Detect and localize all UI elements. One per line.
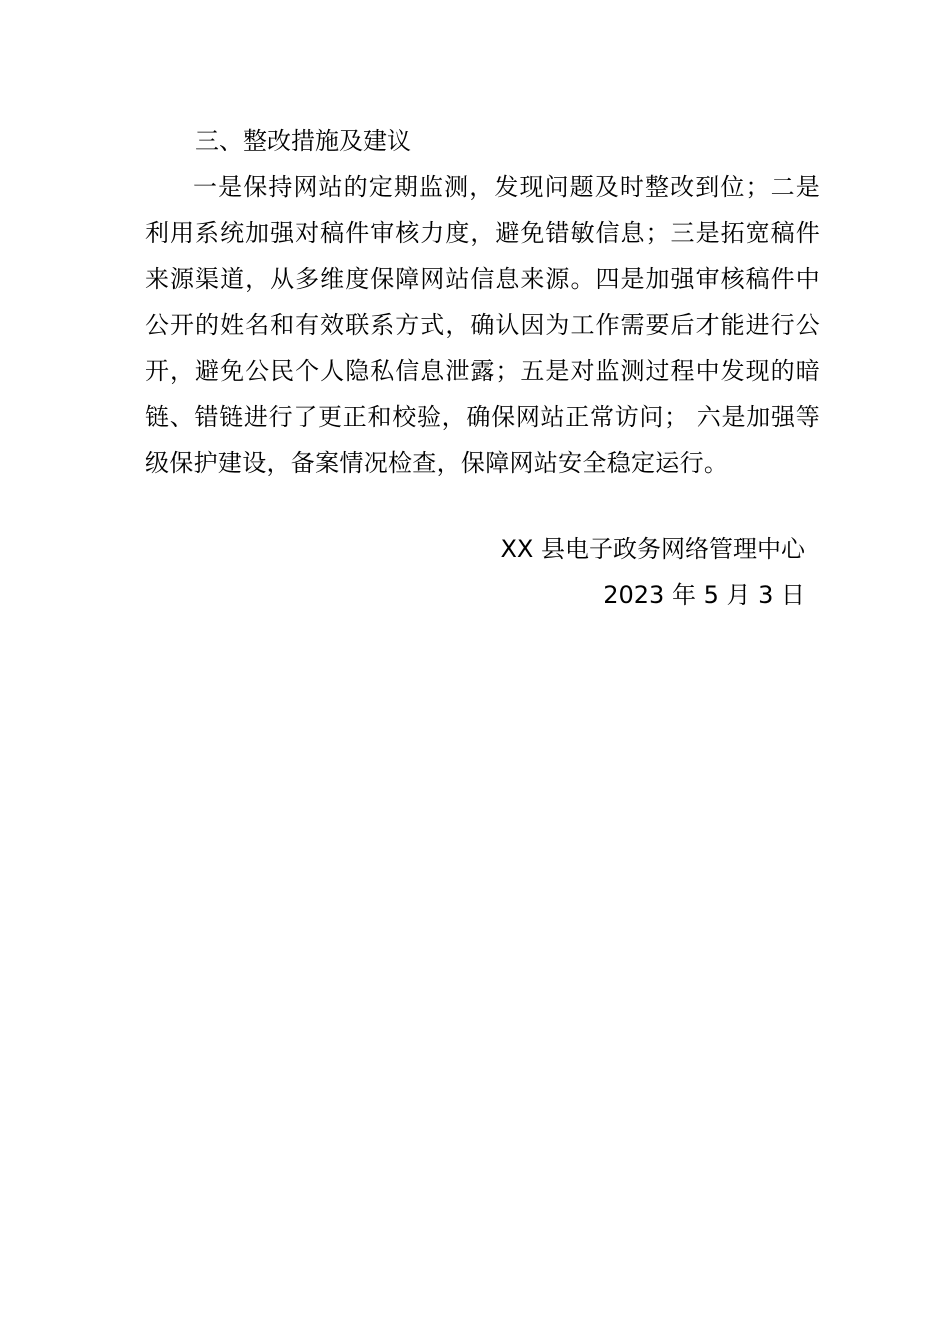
measures-paragraph: 一是保持网站的定期监测，发现问题及时整改到位；二是利用系统加强对稿件审核力度，避免错敏信息；三是拓宽稿件来源渠道，从多维度保障网站信息来源。四是加强审核稿件中公开的姓名和有效联系方式，确认因为工作需要后才能进行公开，避免公民个人隐私信息泄露；五是对监测过程中发现的暗链、错链进行了更正和校验，确保网站正常访问； 六是加强等级保护建设，备案情况检查，保障网站安全稳定运行。 xyxy=(145,173,820,477)
signature-organization: XX 县电子政务网络管理中心 xyxy=(500,535,805,563)
signature-date: 2023 年 5 月 3 日 xyxy=(603,581,805,609)
section-heading: 三、整改措施及建议 xyxy=(195,127,411,155)
document-body xyxy=(145,118,820,486)
